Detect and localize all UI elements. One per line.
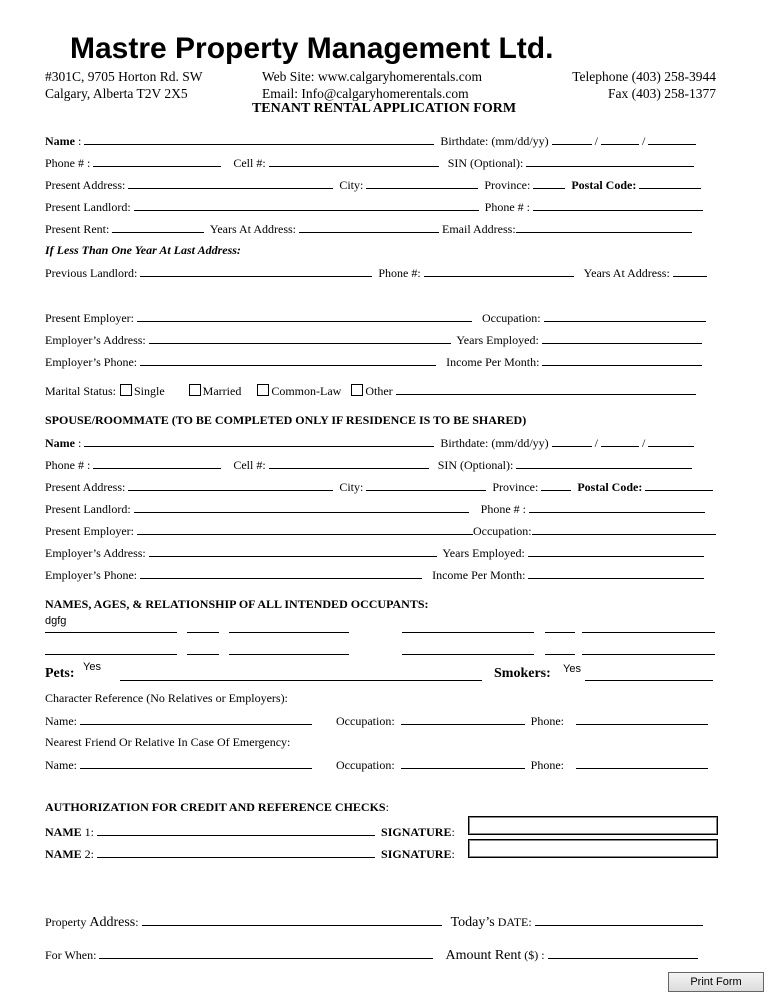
marital-status-label: Marital Status: [45, 384, 116, 398]
spouse-postal-code-label: Postal Code: [577, 480, 643, 494]
spouse-birthdate-dd-field[interactable] [601, 435, 639, 447]
name1-label: NAME [45, 825, 82, 839]
property-label: Property [45, 915, 87, 929]
spouse-employers-address-field[interactable] [149, 545, 437, 557]
previous-landlord-phone-label: Phone #: [378, 266, 421, 280]
birthdate-yy-field[interactable] [648, 133, 696, 145]
single-label: Single [134, 384, 165, 398]
applicant-rent-row [45, 221, 692, 237]
years-employed-label: Years Employed: [456, 333, 539, 347]
applicant-address-row [45, 177, 704, 193]
name2-label: NAME [45, 847, 82, 861]
spouse-employers-phone-label: Employer’s Phone: [45, 568, 138, 582]
for-when-field[interactable] [99, 947, 433, 959]
spouse-cell-label: Cell #: [233, 458, 266, 472]
present-rent-field[interactable] [112, 221, 204, 233]
phone-label: Phone # : [45, 156, 91, 170]
reference-name-label: Name: [45, 714, 77, 728]
spouse-cell-field[interactable] [269, 457, 429, 469]
spouse-landlord-phone-field[interactable] [529, 501, 705, 513]
smokers-label: Smokers: [494, 666, 551, 681]
signature2-box[interactable] [468, 839, 718, 858]
spouse-present-address-label: Present Address: [45, 480, 126, 494]
signature1-label: SIGNATURE [381, 825, 452, 839]
employer-phone-row [45, 354, 705, 370]
authorization-name2-row: NAME 2: SIGNATURE: [45, 847, 455, 861]
spouse-landlord-phone-label: Phone # : [480, 502, 526, 516]
signature1-box[interactable] [468, 816, 718, 835]
amount-rent-field[interactable] [548, 947, 698, 959]
income-per-month-field[interactable] [542, 354, 702, 366]
friend-phone-field[interactable] [576, 757, 708, 769]
phone-field[interactable] [93, 155, 221, 167]
spouse-address-row [45, 479, 716, 495]
postal-code-field[interactable] [639, 177, 701, 189]
reference-phone-label: Phone: [530, 714, 564, 728]
company-telephone: Telephone (403) 258-3944 [572, 69, 716, 84]
spouse-landlord-row [45, 501, 708, 517]
print-form-button[interactable]: Print Form [668, 972, 764, 992]
occupant-2-name-line[interactable] [402, 632, 534, 633]
spouse-years-employed-label: Years Employed: [442, 546, 525, 560]
spouse-present-employer-label: Present Employer: [45, 524, 134, 538]
employers-phone-label: Employer’s Phone: [45, 355, 138, 369]
income-per-month-label: Income Per Month: [446, 355, 540, 369]
spouse-years-employed-field[interactable] [528, 545, 704, 557]
spouse-employer-row [45, 523, 716, 539]
email-address-label: Email Address: [442, 222, 516, 236]
spouse-occupation-field[interactable] [532, 523, 716, 535]
present-address-label: Present Address: [45, 178, 126, 192]
spouse-present-address-field[interactable] [128, 479, 333, 491]
occupant-3-relationship-line[interactable] [229, 654, 349, 655]
company-address-line2: Calgary, Alberta T2V 2X5 [45, 86, 188, 101]
name-label: Name [45, 134, 75, 148]
previous-landlord-label: Previous Landlord: [45, 266, 138, 280]
spouse-income-field[interactable] [528, 567, 704, 579]
other-checkbox[interactable] [351, 384, 363, 396]
spouse-occupation-label: Occupation: [472, 524, 532, 538]
city-field[interactable] [366, 177, 478, 189]
character-reference-heading: Character Reference (No Relatives or Employers): [45, 691, 288, 705]
common-law-label: Common-Law [271, 384, 342, 398]
occupant-2-age-line[interactable] [545, 632, 575, 633]
friend-name-label: Name: [45, 758, 77, 772]
todays-date-field[interactable] [535, 914, 703, 926]
spouse-employer-phone-row [45, 567, 707, 583]
spouse-employer-address-row [45, 545, 707, 561]
common-law-checkbox[interactable] [257, 384, 269, 396]
years-employed-field[interactable] [542, 332, 702, 344]
present-employer-field[interactable] [137, 310, 472, 322]
nearest-friend-row [45, 757, 711, 773]
friend-occupation-label: Occupation: [336, 758, 395, 772]
spouse-phone-label: Phone # : [45, 458, 91, 472]
previous-landlord-field[interactable] [140, 265, 372, 277]
occupation-label: Occupation: [481, 311, 541, 325]
smokers-field[interactable] [585, 680, 713, 681]
employer-row [45, 310, 709, 326]
spouse-present-employer-field[interactable] [137, 523, 473, 535]
city-label: City: [339, 178, 364, 192]
spouse-sin-label: SIN (Optional): [437, 458, 514, 472]
present-landlord-field[interactable] [134, 199, 479, 211]
company-website: Web Site: www.calgaryhomerentals.com [262, 69, 482, 84]
email-address-field[interactable] [516, 221, 692, 233]
spouse-employers-phone-field[interactable] [140, 567, 422, 579]
spouse-sin-field[interactable] [516, 457, 692, 469]
spouse-present-landlord-label: Present Landlord: [45, 502, 131, 516]
address-label: Address [89, 915, 136, 930]
pets-label: Pets: [45, 666, 75, 681]
company-email: Email: Info@calgaryhomerentals.com [262, 86, 469, 101]
landlord-phone-field[interactable] [533, 199, 703, 211]
spouse-birthdate-mm-field[interactable] [552, 435, 592, 447]
married-label: Married [202, 384, 242, 398]
company-name: Mastre Property Management Ltd. [70, 32, 554, 65]
present-rent-label: Present Rent: [45, 222, 110, 236]
birthdate-dd-field[interactable] [601, 133, 639, 145]
previous-years-field[interactable] [673, 265, 707, 277]
for-when-label: For When: [45, 948, 97, 962]
friend-name-field[interactable] [80, 757, 312, 769]
friend-phone-label: Phone: [530, 758, 564, 772]
reference-name-field[interactable] [80, 713, 312, 725]
friend-occupation-field[interactable] [401, 757, 525, 769]
pets-label-text: Pets [45, 666, 70, 681]
landlord-phone-label: Phone # : [484, 200, 530, 214]
spouse-income-label: Income Per Month: [432, 568, 526, 582]
occupant-3-age-line[interactable] [187, 654, 219, 655]
spouse-city-field[interactable] [366, 479, 486, 491]
occupants-heading: NAMES, AGES, & RELATIONSHIP OF ALL INTENDED OCCUPANTS: [45, 597, 429, 611]
other-label: Other [365, 384, 393, 398]
sin-label: SIN (Optional): [447, 156, 524, 170]
signature2-label: SIGNATURE [381, 847, 452, 861]
spouse-name-field[interactable] [84, 435, 434, 447]
form-title: TENANT RENTAL APPLICATION FORM [251, 101, 517, 116]
postal-code-label: Postal Code: [571, 178, 637, 192]
authorization-heading-text: AUTHORIZATION FOR CREDIT AND REFERENCE CHECKS [45, 800, 386, 814]
employers-phone-field[interactable] [140, 354, 436, 366]
applicant-name-row: Name : Birthdate: (mm/dd/yy) / / [45, 133, 699, 149]
name2-number: 2: [84, 847, 95, 861]
birthdate-label: Birthdate: (mm/dd/yy) [440, 134, 549, 148]
for-when-row [45, 947, 701, 964]
applicant-phone-row [45, 155, 697, 171]
marital-status-row [45, 383, 699, 399]
province-label: Province: [484, 178, 531, 192]
company-address-line1: #301C, 9705 Horton Rd. SW [45, 69, 203, 84]
employers-address-field[interactable] [149, 332, 451, 344]
spouse-name-row: Name : Birthdate: (mm/dd/yy) / / [45, 435, 697, 451]
amount-rent-label: Amount Rent [445, 948, 522, 963]
sin-field[interactable] [526, 155, 694, 167]
years-at-address-field[interactable] [299, 221, 439, 233]
occupants-entry-value[interactable]: dgfg [45, 615, 67, 627]
previous-years-label: Years At Address: [583, 266, 670, 280]
occupant-3-name-line[interactable] [45, 654, 177, 655]
smokers-value[interactable]: Yes [563, 663, 581, 675]
spouse-province-field[interactable] [541, 479, 571, 491]
spouse-employers-address-label: Employer’s Address: [45, 546, 146, 560]
name2-field[interactable] [97, 846, 375, 858]
reference-occupation-field[interactable] [401, 713, 525, 725]
pets-field[interactable] [120, 680, 482, 681]
property-address-field[interactable] [142, 914, 442, 926]
present-employer-label: Present Employer: [45, 311, 134, 325]
applicant-name-field[interactable] [84, 133, 434, 145]
previous-landlord-row [45, 265, 710, 281]
less-than-year-note: If Less Than One Year At Last Address: [45, 243, 241, 257]
present-landlord-label: Present Landlord: [45, 200, 131, 214]
spouse-postal-code-field[interactable] [645, 479, 713, 491]
dollar-label: ($) : [524, 948, 545, 962]
applicant-landlord-row [45, 199, 706, 215]
spouse-birthdate-label: Birthdate: (mm/dd/yy) [440, 436, 549, 450]
nearest-friend-heading: Nearest Friend Or Relative In Case Of Emergency: [45, 735, 291, 749]
occupant-2-relationship-line[interactable] [582, 632, 715, 633]
spouse-phone-row [45, 457, 695, 473]
company-fax: Fax (403) 258-1377 [608, 86, 716, 101]
years-at-address-label: Years At Address: [209, 222, 297, 236]
name1-number: 1: [84, 825, 95, 839]
spouse-name-label: Name [45, 436, 75, 450]
spouse-phone-field[interactable] [93, 457, 221, 469]
reference-phone-field[interactable] [576, 713, 708, 725]
spouse-heading: SPOUSE/ROOMMATE (TO BE COMPLETED ONLY IF RESIDENCE IS TO BE SHARED) [45, 413, 527, 427]
occupation-field[interactable] [544, 310, 706, 322]
other-field[interactable] [396, 383, 696, 395]
occupant-1-relationship-line[interactable] [229, 632, 349, 633]
authorization-name1-row: NAME 1: SIGNATURE: [45, 825, 455, 839]
date-label: DATE: [497, 915, 532, 929]
previous-landlord-phone-field[interactable] [424, 265, 574, 277]
single-checkbox[interactable] [120, 384, 132, 396]
todays-label: Today’s [450, 915, 495, 930]
pets-value[interactable]: Yes [83, 661, 101, 673]
spouse-birthdate-yy-field[interactable] [648, 435, 694, 447]
occupant-1-age-line[interactable] [187, 632, 219, 633]
employer-address-row [45, 332, 705, 348]
occupant-4-relationship-line[interactable] [582, 654, 715, 655]
present-address-field[interactable] [128, 177, 333, 189]
occupant-4-name-line[interactable] [402, 654, 534, 655]
spouse-present-landlord-field[interactable] [134, 501, 469, 513]
cell-field[interactable] [269, 155, 439, 167]
occupant-4-age-line[interactable] [545, 654, 575, 655]
character-reference-row [45, 713, 711, 729]
spouse-province-label: Province: [492, 480, 539, 494]
name1-field[interactable] [97, 824, 375, 836]
property-address-row: Property Address: Today’s DATE: [45, 914, 706, 931]
reference-occupation-label: Occupation: [336, 714, 395, 728]
authorization-heading: AUTHORIZATION FOR CREDIT AND REFERENCE CHECKS: [45, 800, 389, 814]
employers-address-label: Employer’s Address: [45, 333, 146, 347]
married-checkbox[interactable] [189, 384, 201, 396]
occupant-1-name-line[interactable] [45, 632, 177, 633]
smokers-label-text: Smokers [494, 666, 547, 681]
spouse-city-label: City: [339, 480, 364, 494]
cell-label: Cell #: [233, 156, 266, 170]
province-field[interactable] [533, 177, 565, 189]
birthdate-mm-field[interactable] [552, 133, 592, 145]
